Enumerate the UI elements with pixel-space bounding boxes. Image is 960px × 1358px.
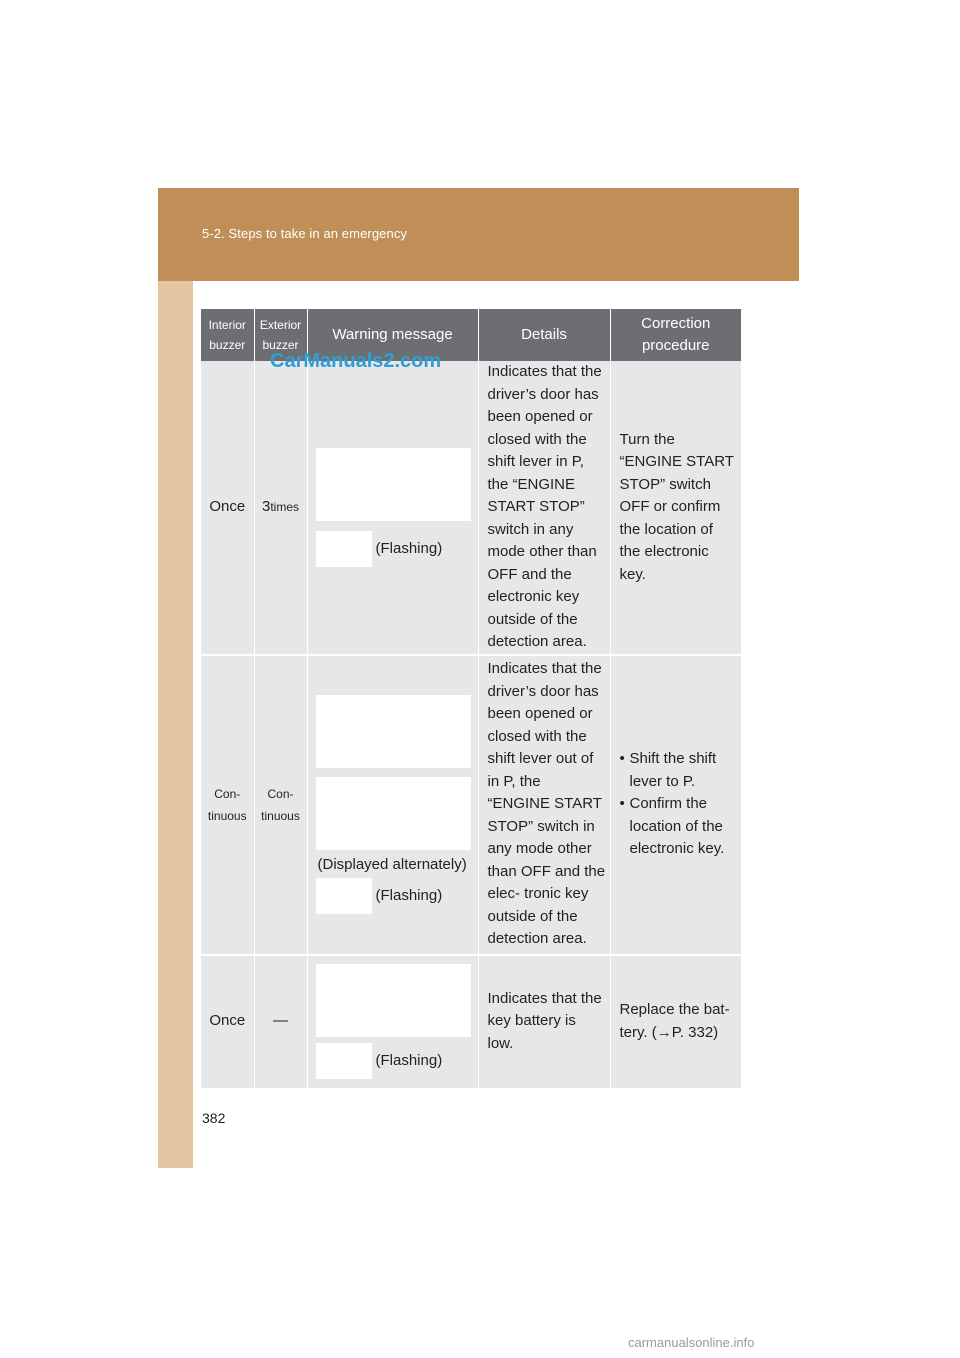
correction-cell: Replace the bat- tery. (→P. 332) [610,955,741,1089]
exterior-buzzer-cell: Con- tinuous [254,655,307,955]
col-header-details: Details [478,309,610,361]
flashing-label: (Flashing) [375,1051,443,1069]
exterior-buzzer-cell: — [254,955,307,1089]
exterior-buzzer-cell [254,361,307,655]
warning-display-image-alt [316,777,471,850]
indicator-image [316,531,372,567]
details-cell: Indicates that the driver’s door has been opened or closed with the shift lever out of in P, the “ENGINE START STOP” switch in any mode other than OFF and the elec- tronic key outside of the detection area. [478,655,610,955]
flashing-label: (Flashing) [375,887,443,904]
chapter-sidebar [158,188,193,1168]
col-header-exterior-buzzer: Exterior buzzer [254,309,307,361]
displayed-alternately-label: (Displayed alternately) [317,855,467,873]
details-cell: Indicates that the driver’s door has been opened or closed with the shift lever in P, the “ENGINE START STOP” switch in any mode other than OFF and the electronic key outside of the detection area. [478,361,610,655]
correction-item: • Confirm the location of the electronic key. [620,793,738,861]
interior-buzzer-cell: Con- tinuous [201,655,254,955]
exterior-unit: times [270,500,299,514]
col-header-correction-procedure: Correction procedure [610,309,741,361]
warning-display-image [316,448,471,521]
interior-buzzer-cell: Once [201,361,254,655]
warning-message-cell [307,655,478,955]
table-row [201,955,741,1089]
correction-item: • Shift the shift lever to P. [620,748,738,793]
warning-display-image [316,695,471,768]
indicator-image [316,1043,372,1079]
flashing-label: (Flashing) [375,539,443,557]
footer-watermark: carmanualsonline.info [628,1335,755,1350]
correction-cell [610,655,741,955]
warning-message-cell [307,361,478,655]
col-header-interior-buzzer: Interior buzzer [201,309,254,361]
watermark-text: CarManuals2.com [270,350,442,372]
correction-list [620,748,738,861]
section-title: 5-2. Steps to take in an emergency [202,226,408,241]
col-header-warning-message: Warning message [307,309,478,361]
warning-display-image [316,964,471,1037]
exterior-count: 3 [261,498,271,515]
warning-buzzer-table [201,309,741,1090]
indicator-image [316,878,372,914]
details-cell: Indicates that the key battery is low. [478,955,610,1089]
page-number: 382 [202,1110,226,1126]
correction-cell: Turn the “ENGINE START STOP” switch OFF or confirm the location of the electronic key. [610,361,741,655]
table-row [201,361,741,655]
warning-message-cell [307,955,478,1089]
table-row [201,655,741,955]
interior-buzzer-cell: Once [201,955,254,1089]
